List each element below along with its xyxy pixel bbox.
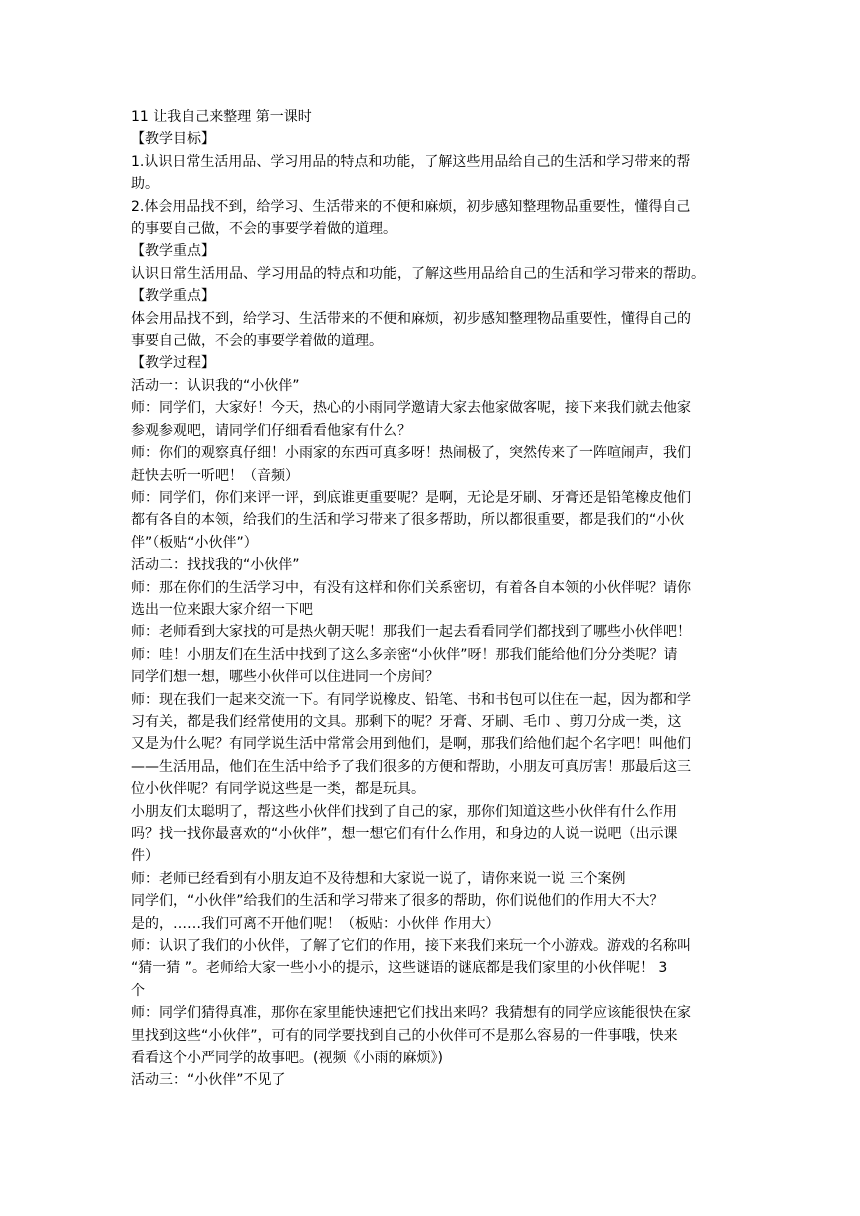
section-heading-process: 【教学过程】 <box>131 355 215 372</box>
paragraph-line: 师：哇！小朋友们在生活中找到了这么多亲密“小伙伴”呀！那我们能给他们分分类呢？请 <box>131 646 678 663</box>
paragraph-line: 选出一位来跟大家介绍一下吧 <box>131 601 313 618</box>
paragraph-line: 师：老师看到大家找的可是热火朝天呢！那我们一起去看看同学们都找到了哪些小伙伴吧！ <box>131 624 691 641</box>
lesson-title: 11 让我自己来整理 第一课时 <box>131 109 312 125</box>
focus-2-line-2: 事要自己做，不会的事要学着做的道理。 <box>131 333 383 350</box>
paragraph-line: 师：你们的观察真仔细！小雨家的东西可真多呀！热闹极了，突然传来了一阵喧闹声，我们 <box>131 445 691 462</box>
paragraph-line: 师：同学们，你们来评一评，到底谁更重要呢？是啊，无论是牙刷、牙膏还是铅笔橡皮他们 <box>131 489 691 506</box>
paragraph-line: 位小伙伴呢？有同学说这些是一类，都是玩具。 <box>131 781 425 798</box>
goal-1-line-1: 1.认识日常生活用品、学习用品的特点和功能，了解这些用品给自己的生活和学习带来的帮 <box>131 153 691 170</box>
paragraph-line: 里找到这些“小伙伴”，可有的同学要找到自己的小伙伴可不是那么容易的一件事哦，快来 <box>131 1027 678 1044</box>
paragraph-line: 都有各自的本领，给我们的生活和学习带来了很多帮助，所以都很重要，都是我们的“小伙 <box>131 512 685 529</box>
paragraph-line: 个 <box>131 982 145 999</box>
focus-2-line-1: 体会用品找不到，给学习、生活带来的不便和麻烦，初步感知整理物品重要性，懂得自己的 <box>131 310 691 327</box>
paragraph-line: ——生活用品，他们在生活中给予了我们很多的方便和帮助，小朋友可真厉害！那最后这三 <box>131 758 691 775</box>
goal-2-line-1: 2.体会用品找不到，给学习、生活带来的不便和麻烦，初步感知整理物品重要性，懂得自己 <box>131 198 691 215</box>
activity-3-heading: 活动三：“小伙伴”不见了 <box>131 1072 286 1089</box>
paragraph-line: 伴”（板贴“小伙伴”） <box>131 534 258 551</box>
paragraph-line: 师：现在我们一起来交流一下。有同学说橡皮、铅笔、书和书包可以住在一起，因为都和学 <box>131 691 691 708</box>
paragraph-line: 是的，……我们可离不开他们呢！（板贴：小伙伴 作用大） <box>131 915 500 932</box>
section-heading-focus-1: 【教学重点】 <box>131 243 215 260</box>
paragraph-line: 又是为什么呢？有同学说生活中常常会用到他们，是啊，那我们给他们起个名字吧！叫他们 <box>131 736 691 753</box>
paragraph-line: 参观参观吧，请同学们仔细看看他家有什么？ <box>131 422 411 439</box>
section-heading-focus-2: 【教学重点】 <box>131 288 215 305</box>
paragraph-line: 看看这个小严同学的故事吧。(视频《小雨的麻烦》) <box>131 1050 443 1067</box>
goal-1-line-2: 助。 <box>131 176 159 193</box>
paragraph-line: 师：那在你们的生活学习中，有没有这样和你们关系密切，有着各自本领的小伙伴呢？请你 <box>131 579 691 596</box>
section-heading-goals: 【教学目标】 <box>131 131 215 148</box>
paragraph-line: 师：老师已经看到有小朋友迫不及待想和大家说一说了，请你来说一说 三个案例 <box>131 870 626 887</box>
paragraph-line: 同学们，“小伙伴”给我们的生活和学习带来了很多的帮助，你们说他们的作用大不大？ <box>131 893 664 910</box>
paragraph-line: 师：认识了我们的小伙伴，了解了它们的作用，接下来我们来玩一个小游戏。游戏的名称叫 <box>131 938 691 955</box>
paragraph-line: 小朋友们太聪明了，帮这些小伙伴们找到了自己的家，那你们知道这些小伙伴有什么作用 <box>131 803 677 820</box>
document-page <box>131 106 731 1092</box>
activity-1-heading: 活动一：认识我的“小伙伴” <box>131 377 300 394</box>
paragraph-line: 件） <box>131 848 159 865</box>
focus-1-text: 认识日常生活用品、学习用品的特点和功能，了解这些用品给自己的生活和学习带来的帮助。 <box>131 265 705 282</box>
paragraph-line: “猜一猜 ”。老师给大家一些小小的提示，这些谜语的谜底都是我们家里的小伙伴呢！ 3 <box>131 960 668 977</box>
goal-2-line-2: 的事要自己做，不会的事要学着做的道理。 <box>131 221 397 238</box>
paragraph-line: 习有关，都是我们经常使用的文具。那剩下的呢？牙膏、牙刷、毛巾 、剪刀分成一类，这 <box>131 713 682 730</box>
paragraph-line: 吗？找一找你最喜欢的“小伙伴”，想一想它们有什么作用，和身边的人说一说吧（出示课 <box>131 826 678 842</box>
paragraph-line: 师：同学们，大家好！今天，热心的小雨同学邀请大家去他家做客呢，接下来我们就去他家 <box>131 400 691 417</box>
activity-2-heading: 活动二：找找我的“小伙伴” <box>131 557 300 574</box>
paragraph-line: 师：同学们猜得真准，那你在家里能快速把它们找出来吗？我猜想有的同学应该能很快在家 <box>131 1005 691 1022</box>
paragraph-line: 同学们想一想，哪些小伙伴可以住进同一个房间？ <box>131 669 439 686</box>
paragraph-line: 赶快去听一听吧！（音频） <box>131 467 299 484</box>
